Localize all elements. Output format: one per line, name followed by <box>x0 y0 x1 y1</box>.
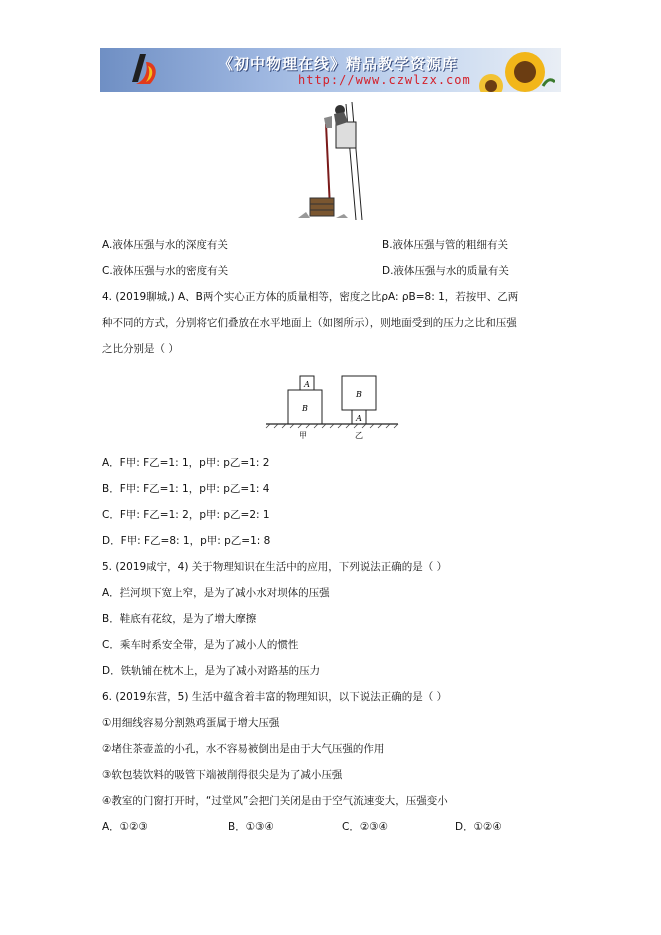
q4-option-b: B．F甲: F乙=1: 1，p甲: p乙=1: 4 <box>102 483 270 495</box>
banner-title: 《初中物理在线》精品教学资源库 <box>218 55 459 73</box>
header-banner <box>100 48 561 92</box>
q4-stem-line-1: 4. (2019聊城,) A、B两个实心正方体的质量相等，密度之比ρA: ρB=8: 1，若按甲、乙两 <box>102 291 519 303</box>
q5-stem: 5. (2019咸宁，4) 关于物理知识在生活中的应用，下列说法正确的是（ ） <box>102 561 448 573</box>
q6-choice-a: A．①②③ <box>102 821 148 833</box>
logo-icon <box>126 52 166 88</box>
barrel-experiment-figure <box>296 100 368 224</box>
banner-url[interactable]: http://www.czwlzx.com <box>298 73 471 87</box>
q3-option-a: A.液体压强与水的深度有关 <box>102 239 228 251</box>
q6-item-4: ④教室的门窗打开时，“过堂风”会把门关闭是由于空气流速变大，压强变小 <box>102 795 448 807</box>
stacked-cubes-figure <box>262 370 402 442</box>
fig-label-b-top: B <box>356 390 362 399</box>
q6-choice-c: C．②③④ <box>342 821 389 833</box>
sunflower-icon <box>475 48 555 92</box>
q6-item-2: ②堵住茶壶盖的小孔，水不容易被倒出是由于大气压强的作用 <box>102 743 385 755</box>
q6-choice-d: D．①②④ <box>455 821 502 833</box>
q5-option-c: C．乘车时系安全带，是为了减小人的惯性 <box>102 639 299 651</box>
q6-choice-b: B．①③④ <box>228 821 274 833</box>
q3-option-c: C.液体压强与水的密度有关 <box>102 265 229 277</box>
q4-option-a: A．F甲: F乙=1: 1，p甲: p乙=1: 2 <box>102 457 270 469</box>
q5-option-a: A．拦河坝下宽上窄，是为了减小水对坝体的压强 <box>102 587 330 599</box>
q4-stem-line-2: 种不同的方式，分别将它们叠放在水平地面上（如图所示），则地面受到的压力之比和压强 <box>102 317 517 329</box>
fig-label-a-bottom: A <box>356 414 362 423</box>
q4-option-c: C．F甲: F乙=1: 2，p甲: p乙=2: 1 <box>102 509 270 521</box>
q5-option-b: B．鞋底有花纹，是为了增大摩擦 <box>102 613 257 625</box>
q4-stem-line-3: 之比分别是（ ） <box>102 343 179 355</box>
fig-label-a-top: A <box>304 380 310 389</box>
q4-option-d: D．F甲: F乙=8: 1，p甲: p乙=1: 8 <box>102 535 271 547</box>
fig-label-yi: 乙 <box>355 431 363 440</box>
fig-label-jia: 甲 <box>299 431 307 440</box>
q5-option-d: D．铁轨铺在枕木上，是为了减小对路基的压力 <box>102 665 321 677</box>
q3-option-b: B.液体压强与管的粗细有关 <box>382 239 509 251</box>
q3-option-d: D.液体压强与水的质量有关 <box>382 265 509 277</box>
fig-label-b-bottom: B <box>302 404 308 413</box>
q6-stem: 6. (2019东营，5) 生活中蕴含着丰富的物理知识，以下说法正确的是（ ） <box>102 691 448 703</box>
q6-item-3: ③软包装饮料的吸管下端被削得很尖是为了减小压强 <box>102 769 343 781</box>
q6-item-1: ①用细线容易分割熟鸡蛋属于增大压强 <box>102 717 280 729</box>
